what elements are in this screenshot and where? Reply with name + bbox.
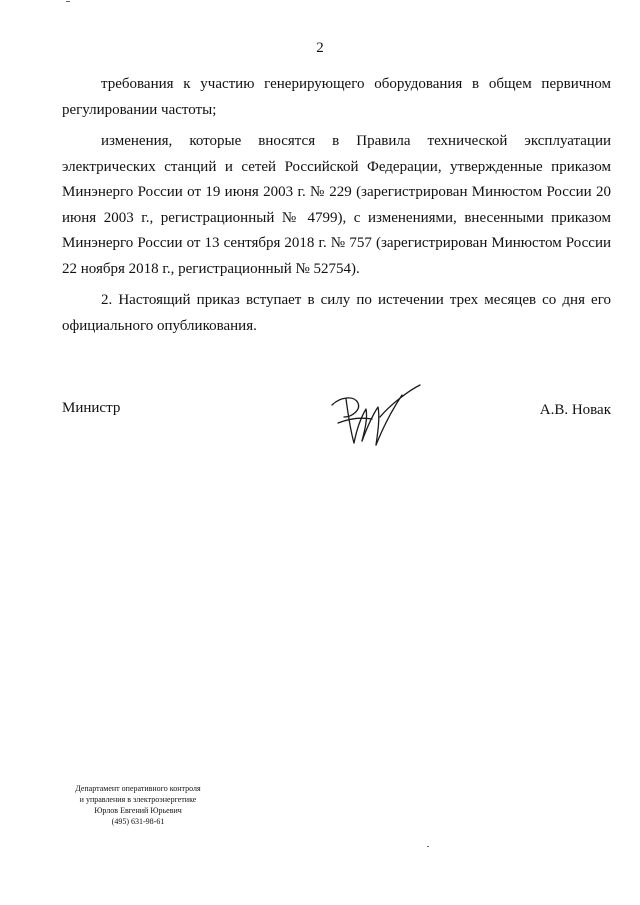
executor-phone: (495) 631-98-61 xyxy=(111,817,165,826)
executor-info xyxy=(58,783,218,827)
executor-department-line-2: и управления в электроэнергетике xyxy=(79,795,197,804)
executor-name: Юрлов Евгений Юрьевич xyxy=(94,806,182,815)
scan-speck xyxy=(66,1,70,2)
signer-title: Министр xyxy=(62,400,121,416)
scan-speck xyxy=(427,846,429,847)
handwritten-signature-icon xyxy=(328,383,424,453)
paragraph-requirements: требования к участию генерирующего оборудования в общем первичном регулировании частоты; xyxy=(62,76,611,118)
document-body xyxy=(62,72,611,345)
paragraph-effective-date: 2. Настоящий приказ вступает в силу по истечении трех месяцев со дня его официального опубликования. xyxy=(62,292,611,334)
signer-name: А.В. Новак xyxy=(539,402,611,418)
paragraph-amendments: изменения, которые вносятся в Правила технической эксплуатации электрических станций и сетей Российской Федерации, утвержденные приказом Минэнерго России от 19 июня 2003 г. № 229 (зарегистрирован Минюстом России 20 июня 2003 г., регистрационный № 4799), с изменениями, внесенными приказом Минэнерго России от 13 сентября 2018 г. № 757 (зарегистрирован Минюстом России 22 ноября 2018 г., регистрационный № 52754). xyxy=(62,133,611,277)
page-number: 2 xyxy=(316,40,324,56)
executor-department-line-1: Департамент оперативного контроля xyxy=(75,784,201,793)
